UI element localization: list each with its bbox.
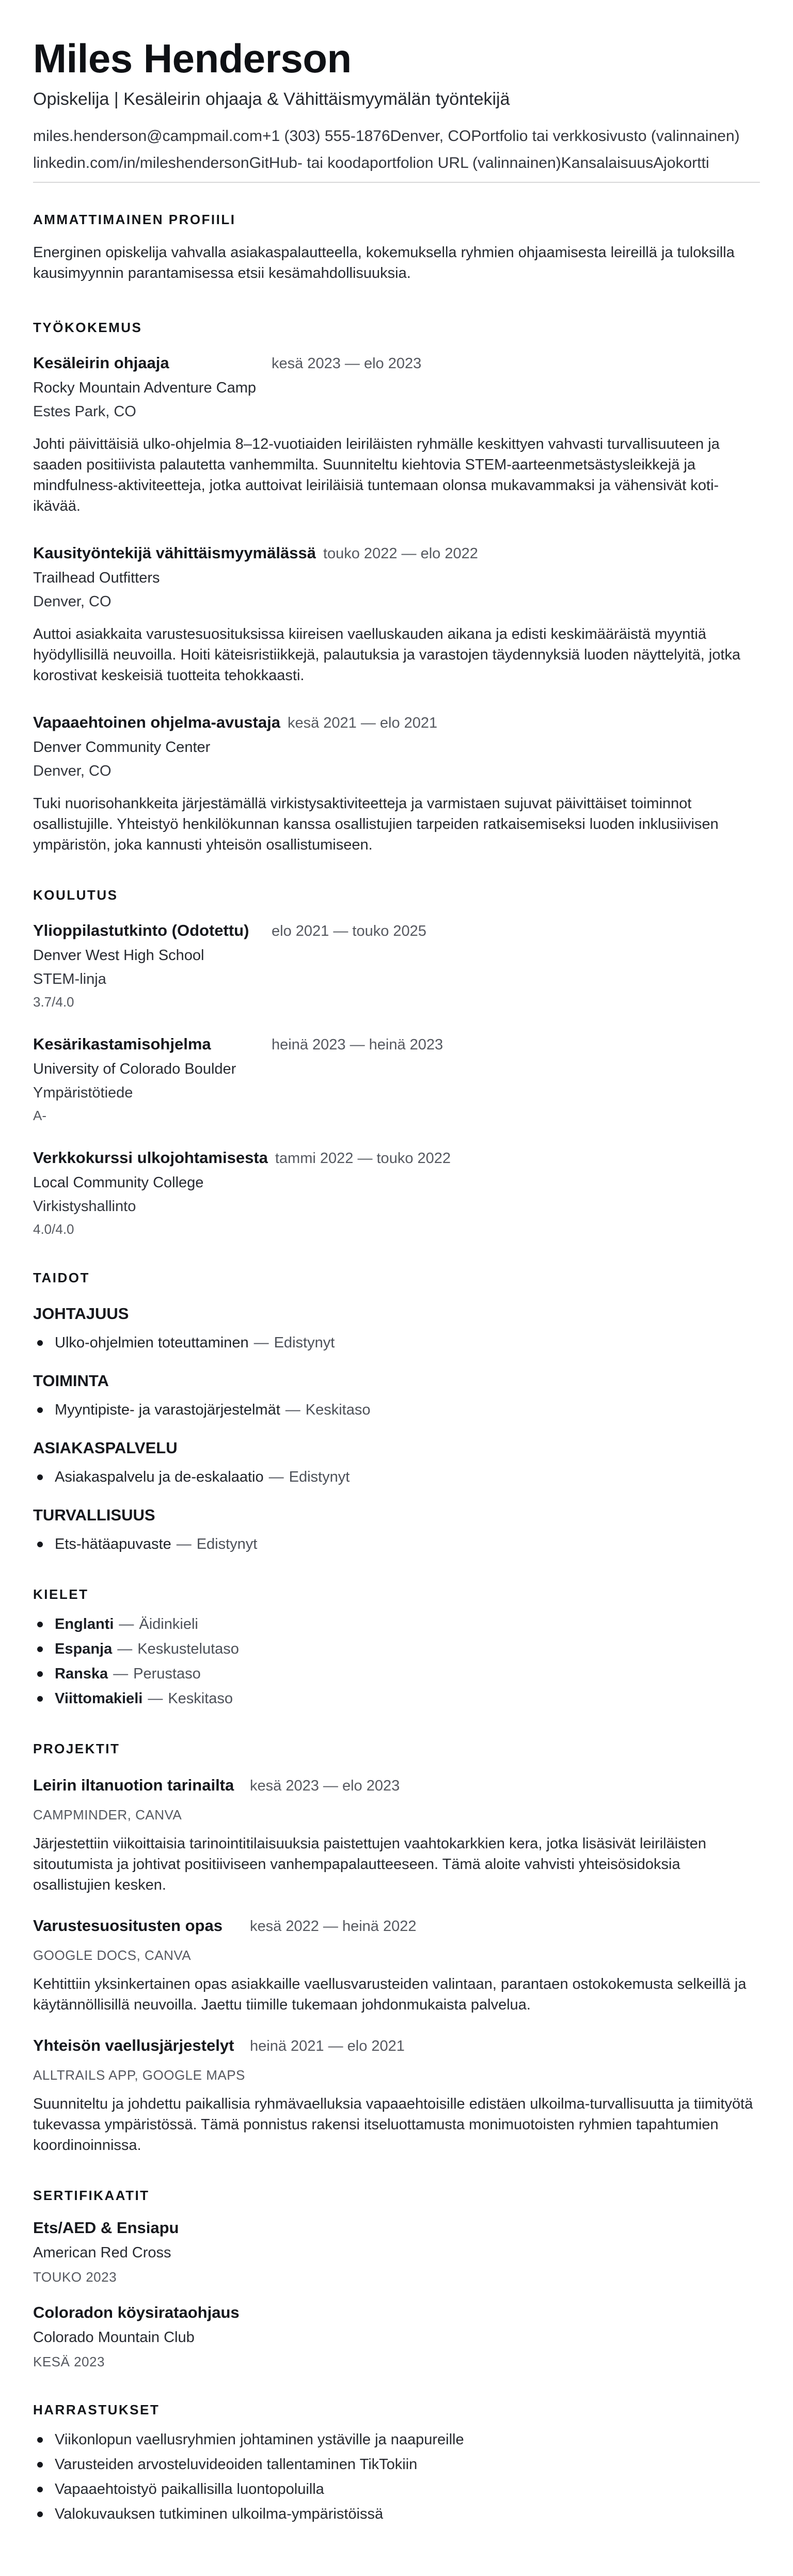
skill-group bbox=[33, 1438, 760, 1487]
experience-entry bbox=[33, 713, 760, 855]
contact-line-2 bbox=[33, 150, 760, 177]
project-tools: CAMPMINDER, CANVA bbox=[33, 1807, 182, 1823]
study-focus: STEM-linja bbox=[33, 971, 106, 988]
entry-head bbox=[33, 1034, 760, 1054]
skill-list bbox=[33, 1400, 760, 1420]
profile-summary: Energinen opiskelija vahvalla asiakaspalautteella, kokemuksella ryhmien ohjaamisesta leireillä ja tuloksilla kausimyynnin parantamisessa etsii kesämahdollisuuksia. bbox=[33, 244, 735, 282]
section-languages bbox=[33, 1587, 760, 1709]
job-description: Johti päivittäisiä ulko-ohjelmia 8–12-vuotiaiden leiriläisten ryhmälle keskittyen vahvasti turvallisuuteen ja saaden positiivista palautetta vanhemmilta. Suunniteltu kiehtovia STEM-aarteenmetsästysleikkejä ja mindfulness-aktiviteetteja, jotka auttoivat leiriläisiä tuntemaan olonsa mukavammaksi ja vähensivät koti-ikävää. bbox=[33, 436, 720, 515]
job-location: Estes Park, CO bbox=[33, 403, 136, 420]
section-heading-projects: PROJEKTIT bbox=[33, 1741, 120, 1757]
project-entry bbox=[33, 2036, 760, 2156]
certification-title: Ets/AED & Ensiapu bbox=[33, 2219, 179, 2237]
skill-name: Ets-hätäapuvaste bbox=[55, 1536, 171, 1553]
resume-header bbox=[33, 36, 760, 183]
dash-separator: — bbox=[285, 1402, 300, 1419]
skill-list bbox=[33, 1332, 760, 1353]
person-subtitle: Opiskelija | Kesäleirin ohjaaja & Vähittäismyymälän työntekijä bbox=[33, 89, 510, 109]
dash-separator: — bbox=[253, 1334, 269, 1352]
skill-group bbox=[33, 1371, 760, 1420]
entry-head bbox=[33, 713, 760, 732]
hobby-item: Varusteiden arvosteluvideoiden tallentaminen TikTokiin bbox=[33, 2454, 760, 2475]
skill-name: Myyntipiste- ja varastojärjestelmät bbox=[55, 1402, 280, 1419]
entry-head bbox=[33, 2036, 760, 2055]
skill-group bbox=[33, 1303, 760, 1353]
language-name: Englanti bbox=[55, 1616, 114, 1633]
certification-org: Colorado Mountain Club bbox=[33, 2329, 195, 2346]
job-dates: kesä 2021 — elo 2021 bbox=[287, 715, 438, 732]
gpa-value: A- bbox=[33, 1108, 46, 1124]
language-name: Viittomakieli bbox=[55, 1690, 143, 1707]
contact-location: Denver, CO bbox=[390, 128, 471, 145]
experience-entry bbox=[33, 353, 760, 516]
section-skills bbox=[33, 1270, 760, 1554]
dash-separator: — bbox=[119, 1616, 134, 1633]
section-heading-skills: TAIDOT bbox=[33, 1270, 90, 1286]
skill-level: Edistynyt bbox=[196, 1536, 258, 1553]
project-dates: kesä 2022 — heinä 2022 bbox=[250, 1918, 417, 1935]
language-list bbox=[33, 1614, 760, 1709]
job-company: Rocky Mountain Adventure Camp bbox=[33, 380, 256, 397]
project-description: Suunniteltu ja johdettu paikallisia ryhmävaelluksia vapaaehtoisille edistäen ulkoilma-turvallisuutta ja tiimityötä tukevassa ympäristössä. Tämä ponnistus rakensi itseluottamusta monimuotoisten ryhmien tapahtumien koordinoinnissa. bbox=[33, 2096, 753, 2154]
dash-separator: — bbox=[176, 1536, 192, 1553]
hobby-item: Vapaaehtoistyö paikallisilla luontopoluilla bbox=[33, 2479, 760, 2500]
project-tools: GOOGLE DOCS, CANVA bbox=[33, 1947, 192, 1964]
job-company: Trailhead Outfitters bbox=[33, 570, 160, 587]
experience-entry bbox=[33, 543, 760, 686]
degree-title: Verkkokurssi ulkojohtamisesta bbox=[33, 1149, 268, 1167]
project-dates: heinä 2021 — elo 2021 bbox=[250, 2038, 405, 2055]
project-title: Yhteisön vaellusjärjestelyt bbox=[33, 2036, 234, 2055]
certification-date: TOUKO 2023 bbox=[33, 2269, 117, 2285]
job-location: Denver, CO bbox=[33, 763, 112, 780]
language-item bbox=[33, 1614, 760, 1635]
dash-separator: — bbox=[148, 1690, 163, 1707]
skill-group bbox=[33, 1505, 760, 1554]
degree-title: Ylioppilastutkinto (Odotettu) bbox=[33, 921, 249, 940]
contact-github: GitHub- tai koodaportfolion URL (valinnainen) bbox=[249, 154, 561, 172]
section-projects bbox=[33, 1741, 760, 2156]
job-dates: kesä 2023 — elo 2023 bbox=[272, 355, 422, 372]
skill-level: Edistynyt bbox=[289, 1469, 350, 1486]
contact-phone: +1 (303) 555-1876 bbox=[262, 128, 390, 145]
contact-linkedin: linkedin.com/in/mileshenderson bbox=[33, 154, 249, 172]
project-title: Varustesuositusten opas bbox=[33, 1917, 223, 1935]
degree-dates: heinä 2023 — heinä 2023 bbox=[272, 1036, 443, 1054]
language-level: Keskustelutaso bbox=[137, 1641, 239, 1658]
skill-group-name: JOHTAJUUS bbox=[33, 1305, 129, 1323]
section-certifications bbox=[33, 2188, 760, 2370]
entry-head bbox=[33, 921, 760, 940]
project-entry bbox=[33, 1776, 760, 1895]
education-entry bbox=[33, 921, 760, 1011]
entry-head bbox=[33, 1148, 760, 1168]
entry-head bbox=[33, 1776, 760, 1795]
hobby-item: Valokuvauksen tutkiminen ulkoilma-ympäristöissä bbox=[33, 2504, 760, 2524]
job-dates: touko 2022 — elo 2022 bbox=[323, 545, 478, 562]
skill-group-name: ASIAKASPALVELU bbox=[33, 1439, 178, 1457]
study-focus: Virkistyshallinto bbox=[33, 1198, 136, 1215]
gpa-value: 4.0/4.0 bbox=[33, 1221, 74, 1237]
degree-title: Kesärikastamisohjelma bbox=[33, 1035, 211, 1054]
degree-dates: elo 2021 — touko 2025 bbox=[272, 923, 426, 940]
skill-level: Keskitaso bbox=[305, 1402, 371, 1419]
hobby-item: Viikonlopun vaellusryhmien johtaminen ystäville ja naapureille bbox=[33, 2429, 760, 2450]
dash-separator: — bbox=[268, 1469, 284, 1486]
job-company: Denver Community Center bbox=[33, 739, 211, 756]
hobby-list bbox=[33, 2429, 760, 2524]
language-item bbox=[33, 1688, 760, 1709]
project-entry bbox=[33, 1916, 760, 2015]
section-profile bbox=[33, 212, 760, 284]
job-description: Tuki nuorisohankkeita järjestämällä virkistysaktiviteetteja ja varmistaen sujuvat päivittäiset toiminnot osallistujille. Yhteistyö henkilökunnan kanssa osallistujien tarpeiden ratkaisemiseksi luoden inklusiivisen ympäristön, joka kannusti yhteisön osallistumiseen. bbox=[33, 795, 719, 854]
certification-entries bbox=[33, 2218, 760, 2370]
degree-dates: tammi 2022 — touko 2022 bbox=[275, 1150, 451, 1167]
section-heading-languages: KIELET bbox=[33, 1587, 89, 1603]
language-level: Äidinkieli bbox=[139, 1616, 198, 1633]
job-title: Vapaaehtoinen ohjelma-avustaja bbox=[33, 713, 280, 732]
contact-email: miles.henderson@campmail.com bbox=[33, 128, 262, 145]
certification-entry bbox=[33, 2218, 760, 2285]
skill-item bbox=[33, 1467, 760, 1487]
section-heading-education: KOULUTUS bbox=[33, 887, 118, 903]
section-heading-profile: AMMATTIMAINEN PROFIILI bbox=[33, 212, 236, 228]
language-level: Perustaso bbox=[133, 1666, 201, 1683]
header-divider bbox=[33, 182, 760, 183]
contact-info bbox=[33, 123, 760, 177]
language-name: Espanja bbox=[55, 1641, 113, 1658]
job-title: Kausityöntekijä vähittäismyymälässä bbox=[33, 544, 316, 562]
person-name: Miles Henderson bbox=[33, 36, 352, 81]
language-level: Keskitaso bbox=[168, 1690, 233, 1707]
section-heading-hobbies: HARRASTUKSET bbox=[33, 2402, 160, 2418]
education-entry bbox=[33, 1034, 760, 1124]
education-entry bbox=[33, 1148, 760, 1238]
project-tools: ALLTRAILS APP, GOOGLE MAPS bbox=[33, 2067, 245, 2083]
job-title: Kesäleirin ohjaaja bbox=[33, 354, 169, 372]
skill-level: Edistynyt bbox=[274, 1334, 335, 1352]
section-hobbies bbox=[33, 2402, 760, 2524]
language-name: Ranska bbox=[55, 1666, 108, 1683]
project-title: Leirin iltanuotion tarinailta bbox=[33, 1776, 234, 1795]
experience-entries bbox=[33, 353, 760, 855]
certification-entry bbox=[33, 2303, 760, 2370]
section-heading-experience: TYÖKOKEMUS bbox=[33, 320, 142, 336]
section-heading-certifications: SERTIFIKAATIT bbox=[33, 2188, 150, 2204]
skill-group-name: TOIMINTA bbox=[33, 1372, 109, 1390]
skill-item bbox=[33, 1332, 760, 1353]
contact-drivers-license: Ajokortti bbox=[653, 154, 709, 172]
school-name: Denver West High School bbox=[33, 947, 204, 964]
entry-head bbox=[33, 543, 760, 563]
dash-separator: — bbox=[113, 1666, 129, 1683]
contact-line-1 bbox=[33, 123, 760, 150]
section-education bbox=[33, 887, 760, 1238]
contact-portfolio: Portfolio tai verkkosivusto (valinnainen) bbox=[471, 128, 740, 145]
school-name: University of Colorado Boulder bbox=[33, 1061, 236, 1078]
contact-citizenship: Kansalaisuus bbox=[561, 154, 654, 172]
project-description: Järjestettiin viikoittaisia tarinointitilaisuuksia paistettujen vaahtokarkkien kera, jotka lisäsivät leiriläisten sitoutumista ja johtivat positiiviseen vanhempapalautteeseen. Tämä aloite vahvisti yhteisösidoksia osallistujien kesken. bbox=[33, 1835, 706, 1894]
study-focus: Ympäristötiede bbox=[33, 1085, 133, 1102]
skill-group-name: TURVALLISUUS bbox=[33, 1506, 155, 1525]
job-location: Denver, CO bbox=[33, 593, 112, 610]
skill-item bbox=[33, 1534, 760, 1554]
skill-name: Ulko-ohjelmien toteuttaminen bbox=[55, 1334, 249, 1352]
certification-org: American Red Cross bbox=[33, 2244, 171, 2261]
skill-item bbox=[33, 1400, 760, 1420]
dash-separator: — bbox=[117, 1641, 133, 1658]
language-item bbox=[33, 1639, 760, 1659]
school-name: Local Community College bbox=[33, 1174, 204, 1191]
entry-head bbox=[33, 353, 760, 373]
language-item bbox=[33, 1663, 760, 1684]
skill-name: Asiakaspalvelu ja de-eskalaatio bbox=[55, 1469, 264, 1486]
section-experience bbox=[33, 320, 760, 855]
gpa-value: 3.7/4.0 bbox=[33, 994, 74, 1010]
certification-date: KESÄ 2023 bbox=[33, 2354, 105, 2370]
certification-title: Coloradon köysirataohjaus bbox=[33, 2303, 240, 2322]
project-description: Kehtittiin yksinkertainen opas asiakkaille vaellusvarusteiden valintaan, parantaen ostokokemusta selkeillä ja käytännöllisillä neuvoilla. Jaettu tiimille tukemaan johdonmukaista palvelua. bbox=[33, 1976, 747, 2014]
project-dates: kesä 2023 — elo 2023 bbox=[250, 1778, 400, 1795]
skill-list bbox=[33, 1534, 760, 1554]
skill-list bbox=[33, 1467, 760, 1487]
education-entries bbox=[33, 921, 760, 1238]
job-description: Auttoi asiakkaita varustesuosituksissa kiireisen vaelluskauden aikana ja edisti keskimääräistä myyntiä hyödyllisillä neuvoilla. Hoiti käteisristiikkejä, palautuksia ja varastojen täydennyksiä luoden näyttelyitä, jotka korostivat keskeisiä tuotteita tehokkaasti. bbox=[33, 626, 741, 684]
entry-head bbox=[33, 1916, 760, 1936]
project-entries bbox=[33, 1776, 760, 2156]
